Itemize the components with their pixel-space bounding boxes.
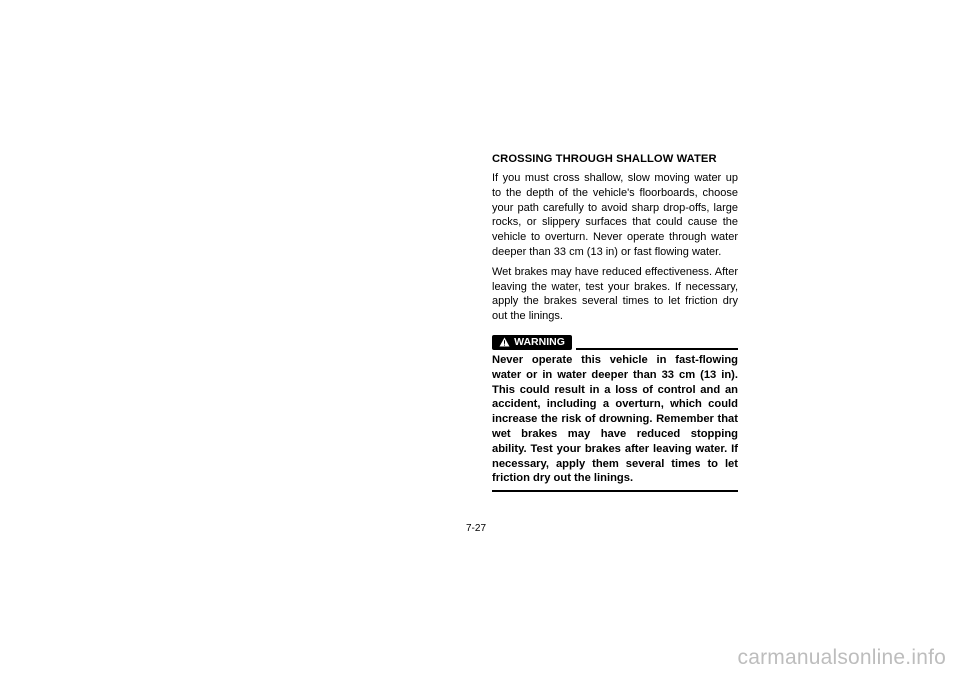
- warning-header: [492, 334, 738, 350]
- warning-rule-top: [576, 348, 738, 350]
- paragraph-wet-brakes: Wet brakes may have reduced effectiveness. After leaving the water, test your brakes. If necessary, apply the brakes several times to let friction dry out the linings.: [492, 265, 738, 323]
- section-heading: CROSSING THROUGH SHALLOW WATER: [492, 153, 717, 165]
- watermark: carmanualsonline.info: [737, 646, 946, 669]
- page-number: 7-27: [466, 523, 487, 534]
- content-column: [492, 152, 738, 492]
- warning-label: WARNING: [514, 335, 565, 348]
- warning-text: Never operate this vehicle in fast-flowing water or in water deeper than 33 cm (13 in). This could result in a loss of control and an accident, including a overturn, which could increase the risk of drowning. Remember that wet brakes may have reduced stopping ability. Test your brakes after leaving water. If necessary, apply them several times to let friction dry out the linings.: [492, 353, 738, 485]
- warning-rule-bottom: [492, 490, 738, 492]
- warning-triangle-icon: [499, 337, 510, 347]
- warning-badge: [492, 335, 572, 350]
- paragraph-shallow-water: If you must cross shallow, slow moving water up to the depth of the vehicle's floorboards, choose your path carefully to avoid sharp drop-offs, large rocks, or slippery surfaces that could cause the vehicle to overturn. Never operate through water deeper than 33 cm (13 in) or fast flowing water.: [492, 172, 738, 258]
